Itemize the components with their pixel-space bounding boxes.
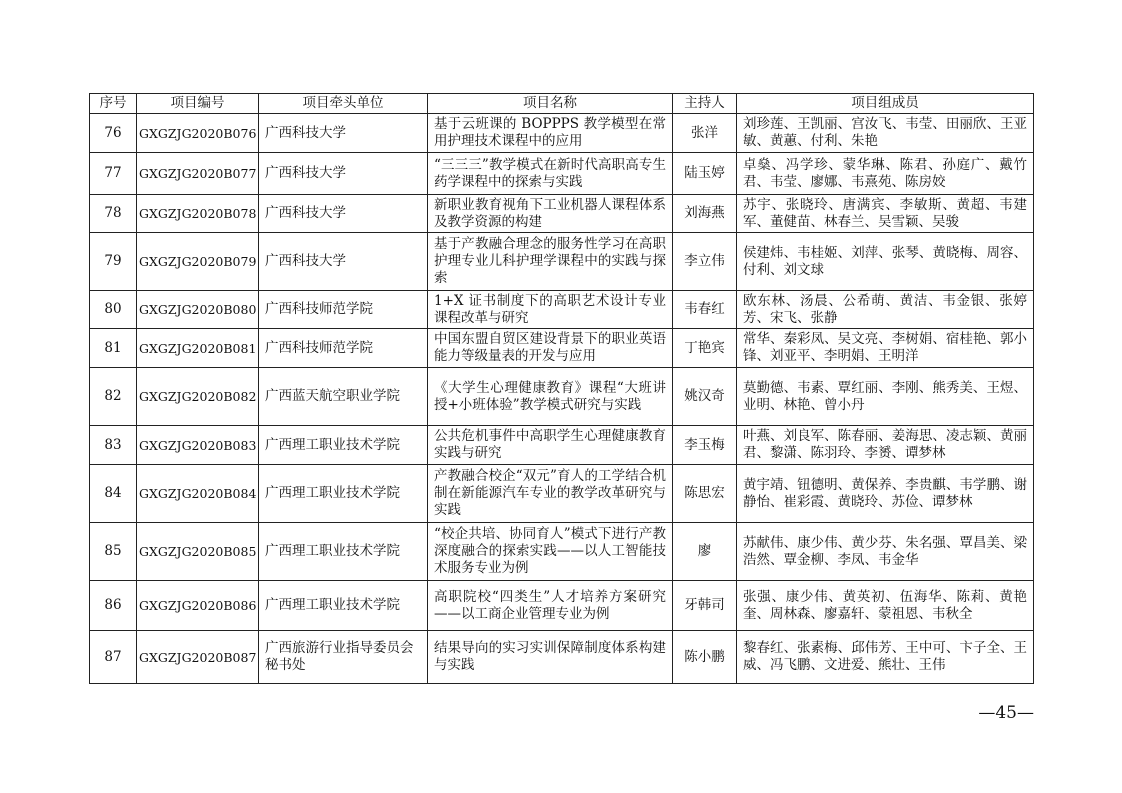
row-host: 廖 bbox=[673, 523, 737, 581]
row-host: 张洋 bbox=[673, 114, 737, 153]
row-project-code: GXGZJG2020B079 bbox=[137, 233, 259, 291]
row-project-name: “校企共培、协同育人”模式下进行产教深度融合的探索实践——以人工智能技术服务专业为例 bbox=[428, 523, 673, 581]
row-host: 牙韩司 bbox=[673, 581, 737, 631]
row-seq: 86 bbox=[90, 581, 137, 631]
row-seq: 78 bbox=[90, 195, 137, 233]
row-project-name: 基于云班课的 BOPPPS 教学模型在常用护理技术课程中的应用 bbox=[428, 114, 673, 153]
row-project-name: 公共危机事件中高职学生心理健康教育实践与研究 bbox=[428, 426, 673, 465]
row-members: 黎春红、张素梅、邱伟芳、王中可、卞子全、王威、冯飞鹏、文进爱、熊壮、王伟 bbox=[737, 631, 1034, 684]
row-lead-unit: 广西理工职业技术学院 bbox=[259, 465, 428, 523]
row-host: 韦春红 bbox=[673, 291, 737, 329]
row-lead-unit: 广西科技大学 bbox=[259, 153, 428, 195]
row-project-name: 《大学生心理健康教育》课程“大班讲授+小班体验”教学模式研究与实践 bbox=[428, 368, 673, 426]
row-seq: 87 bbox=[90, 631, 137, 684]
row-members: 刘珍莲、王凯丽、宫汝飞、韦莹、田丽欣、王亚敏、黄蕙、付利、朱艳 bbox=[737, 114, 1034, 153]
row-lead-unit: 广西科技大学 bbox=[259, 114, 428, 153]
header-project-name: 项目名称 bbox=[428, 94, 673, 114]
row-lead-unit: 广西科技师范学院 bbox=[259, 329, 428, 368]
table-row bbox=[90, 153, 1034, 195]
table-row bbox=[90, 291, 1034, 329]
row-project-code: GXGZJG2020B086 bbox=[137, 581, 259, 631]
row-members: 苏献伟、康少伟、黄少芬、朱名强、覃昌美、梁浩然、覃金柳、李凤、韦金华 bbox=[737, 523, 1034, 581]
header-project-code: 项目编号 bbox=[137, 94, 259, 114]
row-seq: 83 bbox=[90, 426, 137, 465]
row-members: 莫勤德、韦素、覃红丽、李刚、熊秀美、王煜、业明、林艳、曾小丹 bbox=[737, 368, 1034, 426]
row-project-code: GXGZJG2020B085 bbox=[137, 523, 259, 581]
table-row bbox=[90, 581, 1034, 631]
row-members: 欧东林、汤晨、公希萌、黄洁、韦金银、张婷芳、宋飞、张静 bbox=[737, 291, 1034, 329]
row-members: 侯建炜、韦桂姬、刘萍、张琴、黄晓梅、周容、付利、刘文球 bbox=[737, 233, 1034, 291]
row-seq: 85 bbox=[90, 523, 137, 581]
row-lead-unit: 广西理工职业技术学院 bbox=[259, 581, 428, 631]
row-seq: 79 bbox=[90, 233, 137, 291]
row-host: 陈思宏 bbox=[673, 465, 737, 523]
row-lead-unit: 广西旅游行业指导委员会秘书处 bbox=[259, 631, 428, 684]
row-host: 李玉梅 bbox=[673, 426, 737, 465]
row-project-code: GXGZJG2020B076 bbox=[137, 114, 259, 153]
table-row bbox=[90, 465, 1034, 523]
row-project-code: GXGZJG2020B087 bbox=[137, 631, 259, 684]
row-host: 陆玉婷 bbox=[673, 153, 737, 195]
header-lead-unit: 项目牵头单位 bbox=[259, 94, 428, 114]
table-row bbox=[90, 523, 1034, 581]
page-number: —45— bbox=[978, 703, 1034, 723]
row-host: 李立伟 bbox=[673, 233, 737, 291]
row-project-code: GXGZJG2020B084 bbox=[137, 465, 259, 523]
row-project-name: 中国东盟自贸区建设背景下的职业英语能力等级量表的开发与应用 bbox=[428, 329, 673, 368]
row-members: 叶燕、刘良军、陈春丽、姜海思、凌志颖、黄丽君、黎潇、陈羽玲、李赟、谭梦林 bbox=[737, 426, 1034, 465]
row-lead-unit: 广西理工职业技术学院 bbox=[259, 523, 428, 581]
row-project-name: “三三三”教学模式在新时代高职高专生药学课程中的探索与实践 bbox=[428, 153, 673, 195]
table-row bbox=[90, 233, 1034, 291]
table-header-row bbox=[90, 94, 1034, 114]
row-lead-unit: 广西科技师范学院 bbox=[259, 291, 428, 329]
row-members: 苏宇、张晓玲、唐满宾、李敏斯、黄超、韦建军、董健苗、林春兰、吴雪颖、吴骏 bbox=[737, 195, 1034, 233]
row-project-code: GXGZJG2020B081 bbox=[137, 329, 259, 368]
table-row bbox=[90, 368, 1034, 426]
row-seq: 81 bbox=[90, 329, 137, 368]
row-project-code: GXGZJG2020B078 bbox=[137, 195, 259, 233]
row-project-name: 高职院校“四类生”人才培养方案研究——以工商企业管理专业为例 bbox=[428, 581, 673, 631]
row-members: 常华、秦彩凤、吴文亮、李树娟、宿桂艳、郭小锋、刘亚平、李明娟、王明洋 bbox=[737, 329, 1034, 368]
row-project-code: GXGZJG2020B082 bbox=[137, 368, 259, 426]
row-project-name: 结果导向的实习实训保障制度体系构建与实践 bbox=[428, 631, 673, 684]
row-seq: 77 bbox=[90, 153, 137, 195]
table-row bbox=[90, 426, 1034, 465]
header-seq: 序号 bbox=[90, 94, 137, 114]
row-seq: 76 bbox=[90, 114, 137, 153]
row-project-name: 1+X 证书制度下的高职艺术设计专业课程改革与研究 bbox=[428, 291, 673, 329]
row-lead-unit: 广西科技大学 bbox=[259, 195, 428, 233]
row-members: 张强、康少伟、黄英初、伍海华、陈莉、黄艳奎、周林森、廖嘉轩、蒙祖恩、韦秋全 bbox=[737, 581, 1034, 631]
row-seq: 82 bbox=[90, 368, 137, 426]
row-project-code: GXGZJG2020B077 bbox=[137, 153, 259, 195]
row-host: 刘海燕 bbox=[673, 195, 737, 233]
project-table bbox=[89, 93, 1034, 684]
table-row bbox=[90, 195, 1034, 233]
row-members: 黄宇靖、钮德明、黄保养、李贵麒、韦学鹏、谢静怡、崔彩霞、黄晓玲、苏俭、谭梦林 bbox=[737, 465, 1034, 523]
row-project-code: GXGZJG2020B080 bbox=[137, 291, 259, 329]
header-host: 主持人 bbox=[673, 94, 737, 114]
row-project-code: GXGZJG2020B083 bbox=[137, 426, 259, 465]
row-host: 丁艳宾 bbox=[673, 329, 737, 368]
header-members: 项目组成员 bbox=[737, 94, 1034, 114]
table-row bbox=[90, 631, 1034, 684]
row-lead-unit: 广西理工职业技术学院 bbox=[259, 426, 428, 465]
row-host: 陈小鹏 bbox=[673, 631, 737, 684]
row-project-name: 基于产教融合理念的服务性学习在高职护理专业儿科护理学课程中的实践与探索 bbox=[428, 233, 673, 291]
row-project-name: 新职业教育视角下工业机器人课程体系及教学资源的构建 bbox=[428, 195, 673, 233]
table-row bbox=[90, 114, 1034, 153]
row-lead-unit: 广西科技大学 bbox=[259, 233, 428, 291]
row-lead-unit: 广西蓝天航空职业学院 bbox=[259, 368, 428, 426]
row-seq: 80 bbox=[90, 291, 137, 329]
row-host: 姚汉奇 bbox=[673, 368, 737, 426]
row-project-name: 产教融合校企“双元”育人的工学结合机制在新能源汽车专业的教学改革研究与实践 bbox=[428, 465, 673, 523]
row-seq: 84 bbox=[90, 465, 137, 523]
row-members: 卓燊、冯学珍、蒙华琳、陈君、孙庭广、戴竹君、韦莹、廖娜、韦熹苑、陈房姣 bbox=[737, 153, 1034, 195]
table-row bbox=[90, 329, 1034, 368]
